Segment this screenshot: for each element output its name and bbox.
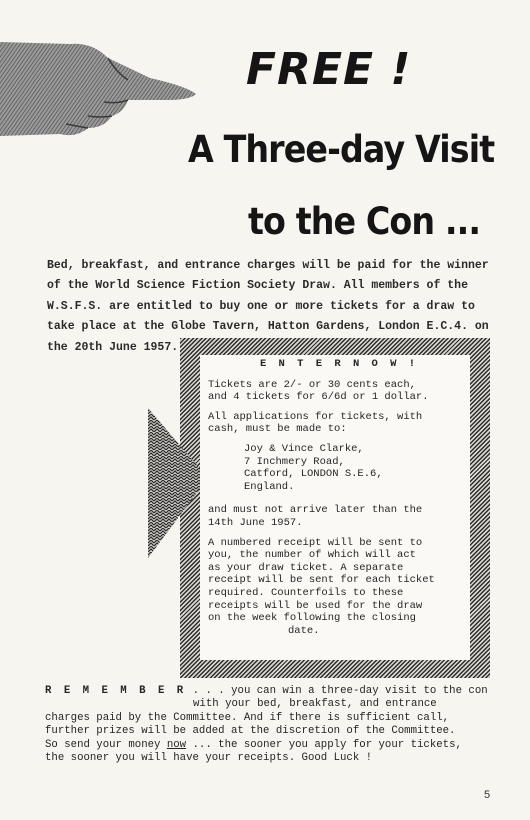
now-underlined: now	[166, 738, 187, 751]
intro-line: Bed, breakfast, and entrance charges will be paid for the winner	[47, 259, 489, 272]
remember-line: further prizes will be added at the discretion of the Committee.	[45, 725, 456, 738]
remember-line	[45, 685, 515, 698]
remember-line: the sooner you will have your receipts. Good Luck !	[45, 752, 373, 765]
receipt-line: receipts will be used for the draw	[208, 599, 423, 612]
triangle-arrow-icon	[148, 408, 208, 558]
remember-text: So send your money	[45, 738, 167, 751]
tickets-price	[208, 379, 470, 404]
pointing-hand-icon	[0, 20, 200, 140]
receipt-line: required. Counterfoils to these	[208, 586, 404, 599]
headline-three-day-visit: A Three-day Visit	[188, 128, 495, 171]
entry-box-text	[208, 358, 470, 644]
applications-note	[208, 411, 470, 436]
headline-free: FREE !	[246, 44, 412, 95]
remember-line: charges paid by the Committee. And if there is sufficient call,	[45, 711, 450, 724]
receipt-line: you, the number of which will act	[208, 549, 416, 562]
tickets-line: Tickets are 2/- or 30 cents each,	[208, 378, 416, 391]
intro-line: of the World Science Fiction Society Draw. All members of the	[47, 279, 468, 293]
address-line: Joy & Vince Clarke,	[244, 442, 364, 455]
postal-address	[208, 443, 470, 493]
receipt-line: date.	[288, 624, 320, 637]
headline-to-the-con: to the Con ...	[248, 200, 481, 243]
applications-line: cash, must be made to:	[208, 423, 347, 436]
address-line: England.	[244, 480, 295, 493]
applications-line: All applications for tickets, with	[208, 410, 423, 423]
entry-box-title: E N T E R N O W !	[259, 358, 419, 370]
tickets-line: and 4 tickets for 6/6d or 1 dollar.	[208, 391, 429, 404]
address-line: 7 Inchmery Road,	[244, 455, 345, 468]
remember-word: R E M E M B E R	[45, 685, 187, 697]
deadline-line: and must not arrive later than the	[208, 504, 423, 517]
remember-paragraph	[45, 685, 515, 765]
deadline-note	[208, 504, 470, 529]
deadline-line: 14th June 1957.	[208, 516, 303, 529]
remember-line: with your bed, breakfast, and entrance	[193, 698, 437, 711]
receipt-line: receipt will be sent for each ticket	[208, 574, 435, 587]
intro-line: the 20th June 1957.	[47, 340, 179, 354]
receipt-line: as your draw ticket. A separate	[208, 561, 404, 574]
intro-line: take place at the Globe Tavern, Hatton Gardens, London E.C.4. on	[47, 320, 489, 334]
page-number: 5	[484, 789, 491, 801]
remember-line	[45, 739, 515, 752]
receipt-note	[208, 537, 470, 638]
address-line: Catford, LONDON S.E.6,	[244, 468, 383, 481]
receipt-line: A numbered receipt will be sent to	[208, 536, 423, 549]
remember-text: ... the sooner you apply for your tickets,	[186, 738, 462, 751]
receipt-line: on the week following the closing	[208, 612, 416, 625]
intro-line: W.S.F.S. are entitled to buy one or more tickets for a draw to	[47, 299, 475, 313]
remember-text: . . . you can win a three-day visit to the con	[186, 685, 488, 697]
